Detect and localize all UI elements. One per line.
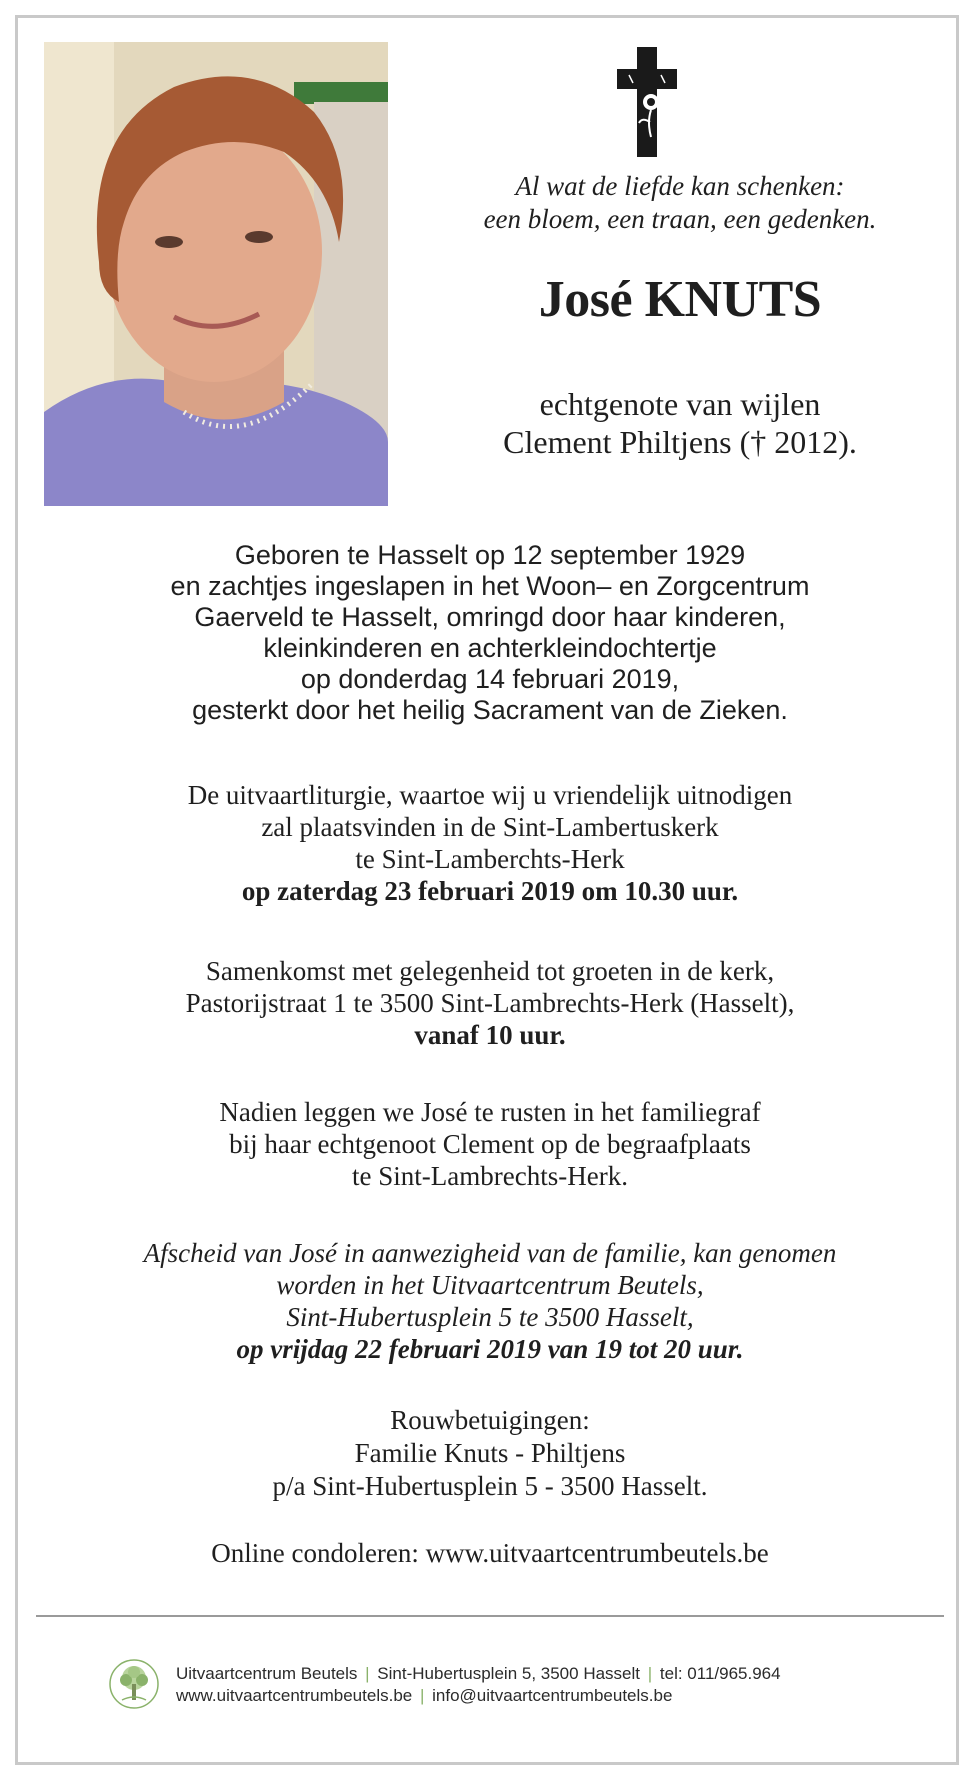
farewell-paragraph <box>40 1237 940 1365</box>
born-line: Gaerveld te Hasselt, omringd door haar kinderen, <box>194 602 786 632</box>
footer-phone[interactable]: tel: 011/965.964 <box>659 1664 781 1683</box>
footer-contact <box>176 1663 781 1707</box>
farewell-line: Afscheid van José in aanwezigheid van de familie, kan genomen <box>143 1238 837 1268</box>
condolences-line: Rouwbetuigingen: <box>390 1405 590 1435</box>
footer-address: Sint-Hubertusplein 5, 3500 Hasselt <box>377 1664 640 1683</box>
footer-website-link[interactable]: www.uitvaartcentrumbeutels.be <box>176 1686 413 1705</box>
burial-paragraph <box>40 1096 940 1192</box>
spouse-line-1: echtgenote van wijlen <box>539 386 821 422</box>
born-line: gesterkt door het heilig Sacrament van de Zieken. <box>192 695 788 725</box>
quote-line-2: een bloem, een traan, een gedenken. <box>483 204 877 234</box>
liturgy-paragraph <box>40 779 940 907</box>
deceased-name: José KNUTS <box>538 271 822 328</box>
farewell-line: Sint-Hubertusplein 5 te 3500 Hasselt, <box>286 1302 694 1332</box>
portrait-photo <box>44 42 388 506</box>
spouse-info <box>420 385 940 461</box>
burial-line: te Sint-Lambrechts-Herk. <box>352 1161 628 1191</box>
tree-logo-icon <box>108 1658 160 1710</box>
burial-line: bij haar echtgenoot Clement op de begraafplaats <box>229 1129 751 1159</box>
born-line: kleinkinderen en achterkleindochtertje <box>263 633 717 663</box>
liturgy-date: op zaterdag 23 februari 2019 om 10.30 uur. <box>241 876 739 906</box>
online-condolences: Online condoleren: www.uitvaartcentrumbeutels.be <box>211 1538 769 1568</box>
gathering-line: Samenkomst met gelegenheid tot groeten in de kerk, <box>205 956 775 986</box>
footer-line-2 <box>176 1685 781 1707</box>
farewell-line: worden in het Uitvaartcentrum Beutels, <box>276 1270 704 1300</box>
condolences-line: Familie Knuts - Philtjens <box>354 1438 626 1468</box>
footer-company: Uitvaartcentrum Beutels <box>176 1664 358 1683</box>
gathering-line: Pastorijstraat 1 te 3500 Sint-Lambrechts-Herk (Hasselt), <box>185 988 795 1018</box>
burial-line: Nadien leggen we José te rusten in het familiegraf <box>219 1097 761 1127</box>
memorial-quote <box>420 170 940 236</box>
footer-separator: | <box>365 1664 370 1683</box>
born-line: Geboren te Hasselt op 12 september 1929 <box>234 540 746 570</box>
quote-line-1: Al wat de liefde kan schenken: <box>515 171 845 201</box>
condolences-line: p/a Sint-Hubertusplein 5 - 3500 Hasselt. <box>272 1471 708 1501</box>
farewell-date: op vrijdag 22 februari 2019 van 19 tot 20 uur. <box>236 1334 744 1364</box>
spouse-line-2: Clement Philtjens († 2012). <box>503 424 857 460</box>
born-line: op donderdag 14 februari 2019, <box>300 664 680 694</box>
born-line: en zachtjes ingeslapen in het Woon– en Zorgcentrum <box>170 571 810 601</box>
birth-death-paragraph <box>40 540 940 726</box>
cross-icon <box>617 47 677 157</box>
footer-divider <box>36 1615 944 1617</box>
footer-line-1 <box>176 1663 781 1685</box>
portrait-illustration <box>44 42 388 506</box>
liturgy-line: te Sint-Lamberchts-Herk <box>355 844 625 874</box>
liturgy-line: De uitvaartliturgie, waartoe wij u vriendelijk uitnodigen <box>187 780 793 810</box>
footer-email-link[interactable]: info@uitvaartcentrumbeutels.be <box>432 1686 673 1705</box>
liturgy-line: zal plaatsvinden in de Sint-Lambertuskerk <box>261 812 719 842</box>
footer-separator: | <box>419 1686 425 1705</box>
condolences-paragraph <box>40 1404 940 1503</box>
gathering-time: vanaf 10 uur. <box>414 1020 566 1050</box>
footer-separator: | <box>647 1664 653 1683</box>
gathering-paragraph <box>40 955 940 1051</box>
